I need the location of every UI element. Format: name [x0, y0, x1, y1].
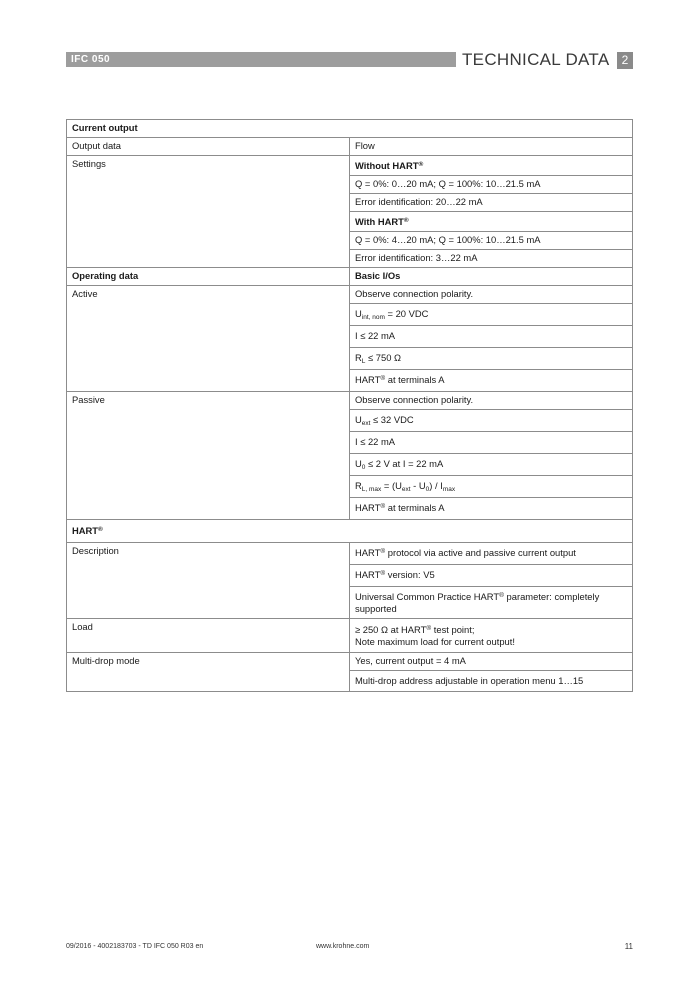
table-row — [67, 286, 633, 304]
header-bar — [66, 52, 456, 67]
value-load: ≥ 250 Ω at HART® test point; Note maximum load for current output! — [350, 619, 633, 653]
label-multidrop: Multi-drop mode — [67, 653, 350, 692]
value-passive-polarity: Observe connection polarity. — [350, 392, 633, 410]
section-operating-data: Operating data — [67, 268, 350, 286]
value-active-polarity: Observe connection polarity. — [350, 286, 633, 304]
footer-document-reference: 09/2016 - 4002183703 - TD IFC 050 R03 en — [66, 943, 204, 950]
section-current-output: Current output — [67, 120, 633, 138]
table-section-row — [67, 520, 633, 543]
header-model-name: IFC 050 — [71, 54, 111, 65]
value-passive-load-formula: $R_{L, max} = (U_{ext} - U_0) / I_{max}$ — [350, 476, 633, 498]
value-passive-current: I ≤ 22 mA — [350, 432, 633, 454]
label-active: Active — [67, 286, 350, 392]
value-active-load: $R_L \le 750$ Ω — [350, 348, 633, 370]
table-row — [67, 156, 633, 176]
heading-with-hart: With HART® — [350, 212, 633, 232]
value-output-data: Flow — [350, 138, 633, 156]
value-without-hart-error: Error identification: 20…22 mA — [350, 194, 633, 212]
table-section-row — [67, 268, 633, 286]
value-with-hart-range: Q = 0%: 4…20 mA; Q = 100%: 10…21.5 mA — [350, 232, 633, 250]
table-section-row — [67, 120, 633, 138]
technical-data-table — [66, 119, 633, 692]
value-multidrop-address: Multi-drop address adjustable in operation menu 1…15 — [350, 671, 633, 692]
value-description-protocol: HART® protocol via active and passive current output — [350, 543, 633, 565]
header-chapter-number: 2 — [617, 52, 633, 69]
value-passive-voltage-drop: $U_0 \le 2$ V at I = 22 mA — [350, 454, 633, 476]
label-passive: Passive — [67, 392, 350, 520]
heading-without-hart: Without HART® — [350, 156, 633, 176]
value-passive-hart: HART® at terminals A — [350, 498, 633, 520]
footer-website: www.krohne.com — [316, 943, 370, 950]
value-with-hart-error: Error identification: 3…22 mA — [350, 250, 633, 268]
value-operating-data: Basic I/Os — [350, 268, 633, 286]
value-description-parameter: Universal Common Practice HART® parameter: completely supported — [350, 587, 633, 619]
value-active-voltage: $U_{int, nom} = 20$ VDC — [350, 304, 633, 326]
value-multidrop-current: Yes, current output = 4 mA — [350, 653, 633, 671]
value-description-version: HART® version: V5 — [350, 565, 633, 587]
section-hart: HART® — [67, 520, 633, 543]
label-settings: Settings — [67, 156, 350, 268]
value-active-hart: HART® at terminals A — [350, 370, 633, 392]
table-row — [67, 619, 633, 653]
label-output-data: Output data — [67, 138, 350, 156]
label-load: Load — [67, 619, 350, 653]
footer-page-number: 11 — [624, 942, 633, 951]
table-row — [67, 653, 633, 671]
value-active-current: I ≤ 22 mA — [350, 326, 633, 348]
label-description: Description — [67, 543, 350, 619]
table-row — [67, 543, 633, 565]
value-without-hart-range: Q = 0%: 0…20 mA; Q = 100%: 10…21.5 mA — [350, 176, 633, 194]
table-row — [67, 138, 633, 156]
value-passive-voltage: $U_{ext} \le 32$ VDC — [350, 410, 633, 432]
header-chapter-title: TECHNICAL DATA — [462, 50, 610, 69]
table-row — [67, 392, 633, 410]
